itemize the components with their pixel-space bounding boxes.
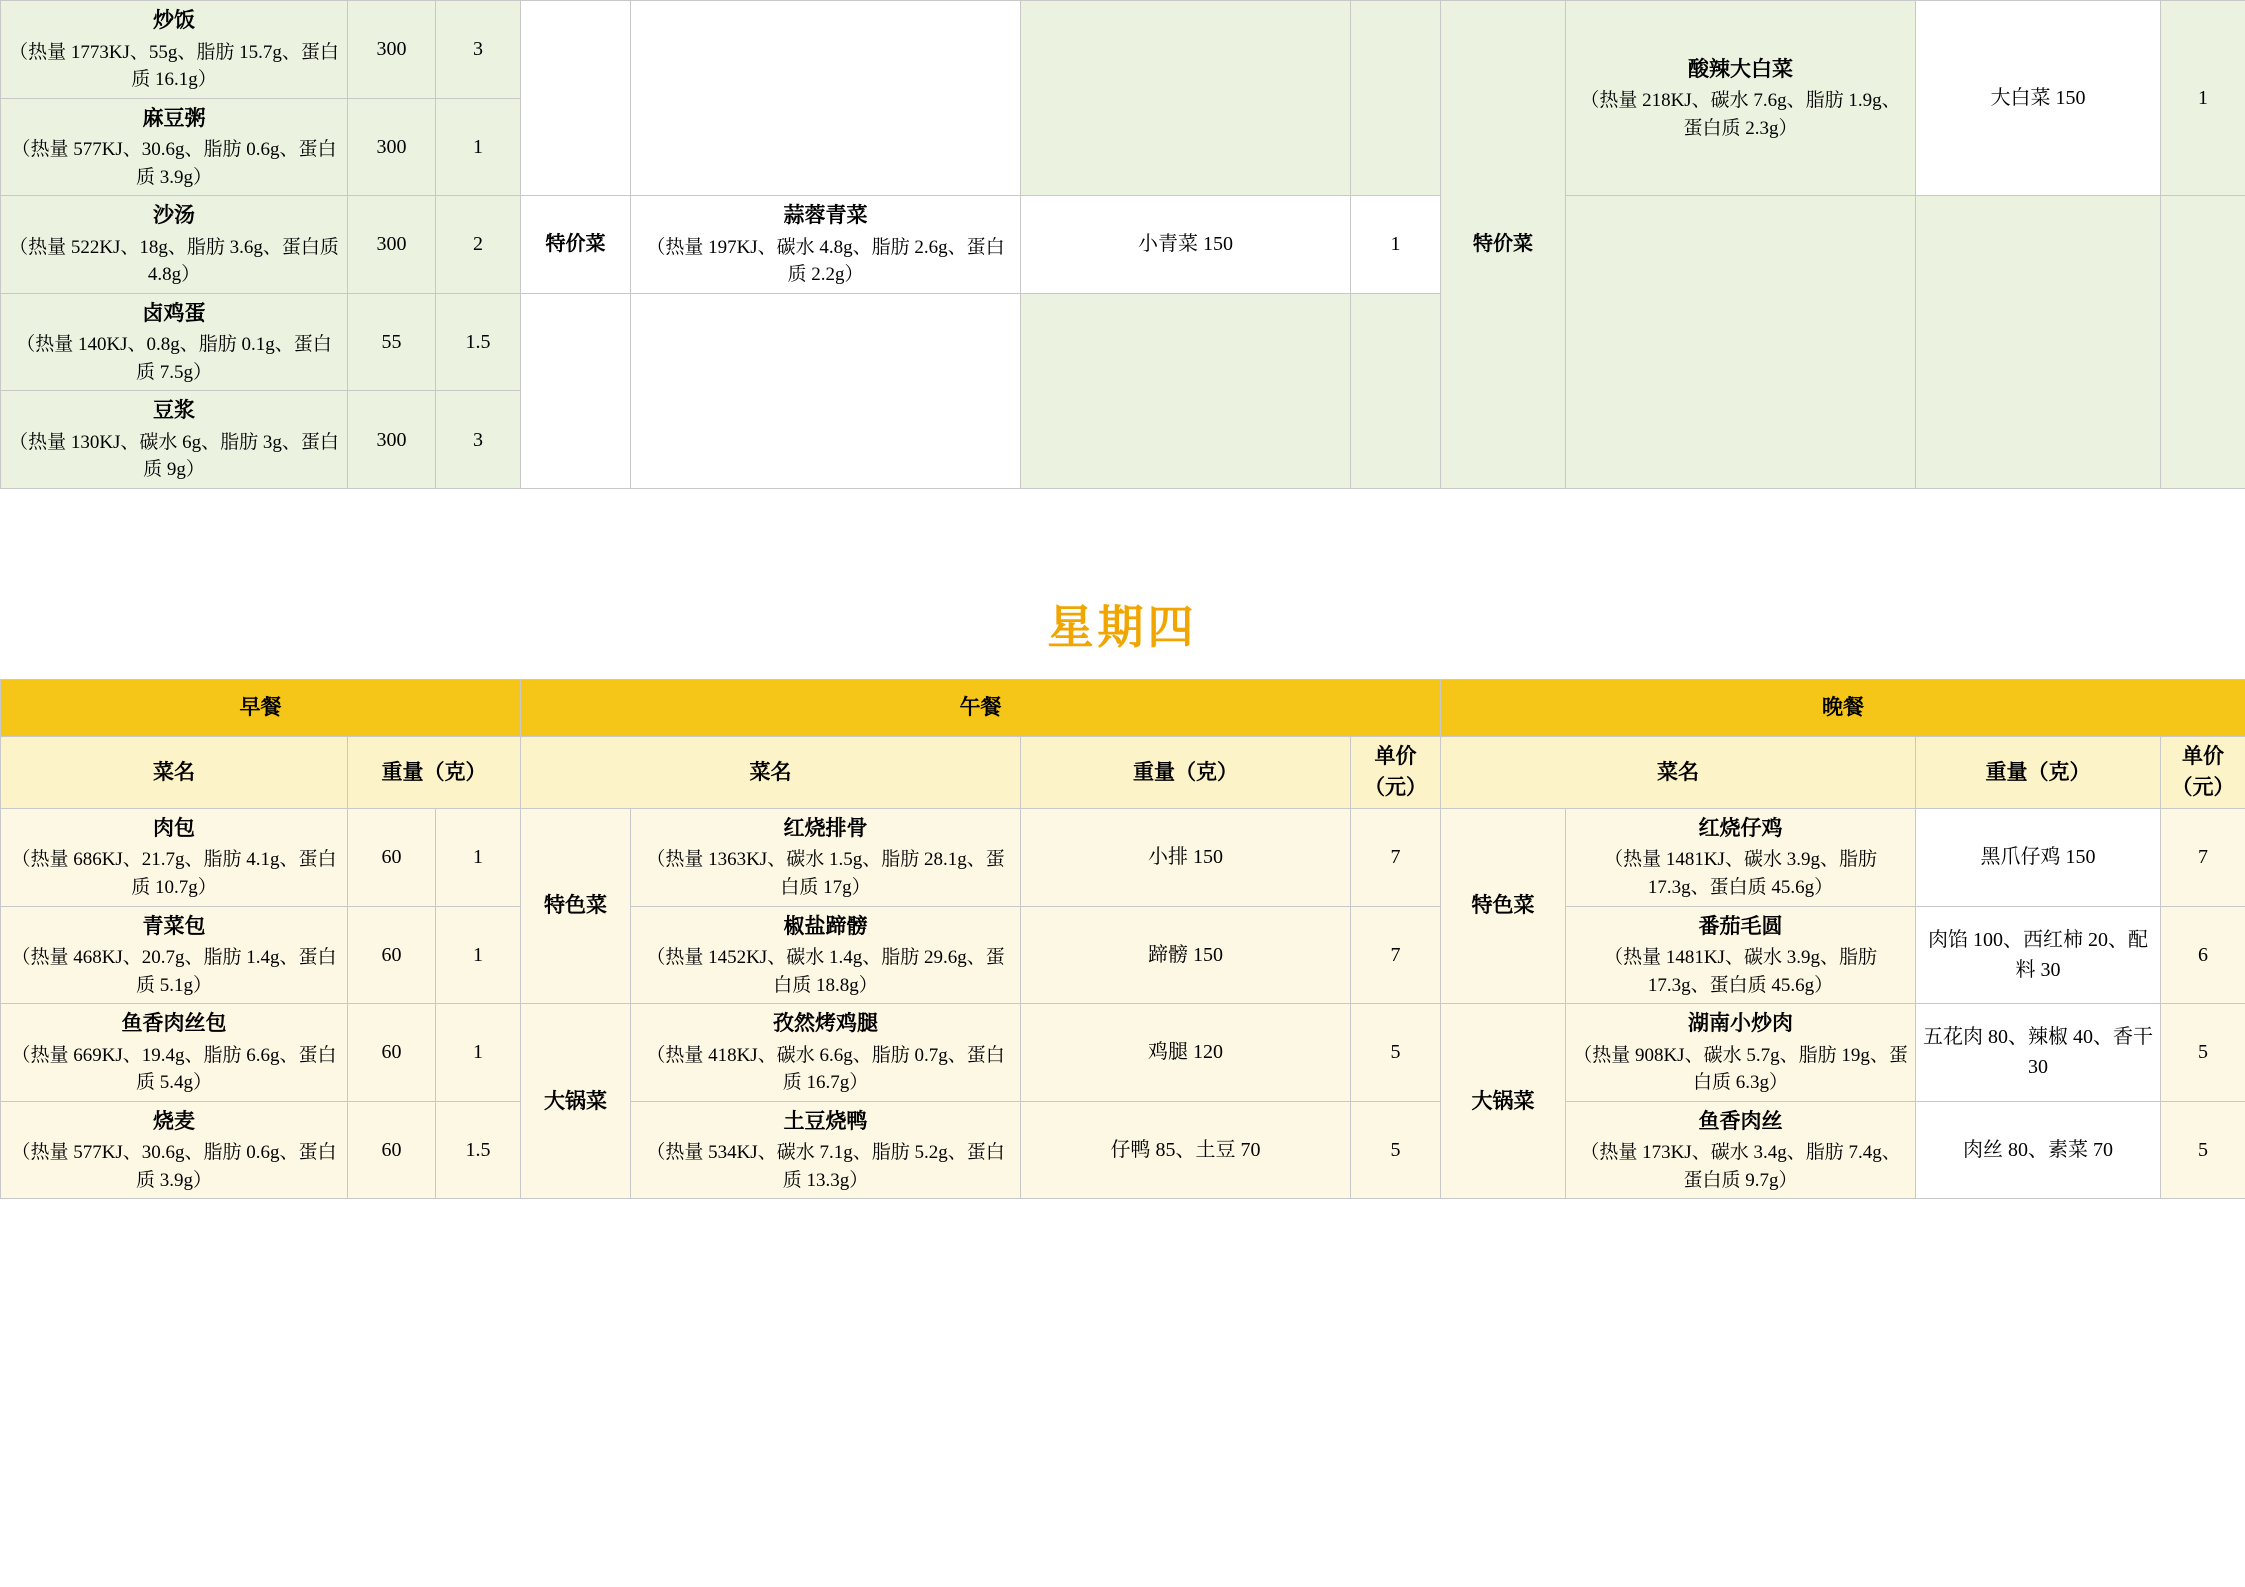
dish-nutrition: （热量 418KJ、碳水 6.6g、脂肪 0.7g、蛋白质 16.7g） [646,1044,1005,1094]
dish-name: 酸辣大白菜 [1688,56,1793,81]
header-dinner: 晚餐 [1441,679,2245,736]
breakfast-weight: 60 [348,808,436,906]
dinner-category: 特价菜 [1441,1,1566,489]
dish-nutrition: （热量 522KJ、18g、脂肪 3.6g、蛋白质 4.8g） [9,236,339,286]
breakfast-price: 1 [436,906,521,1004]
dinner-price: 7 [2161,808,2245,906]
dish-nutrition: （热量 669KJ、19.4g、脂肪 6.6g、蛋白质 5.4g） [11,1044,337,1094]
lunch-price: 1 [1351,196,1441,294]
table-row [1,906,2245,1004]
dinner-dish-cell [1566,1101,1916,1199]
dish-name: 红烧仔鸡 [1698,815,1783,840]
breakfast-price: 1 [436,1004,521,1102]
breakfast-dish-cell [1,1101,348,1199]
dish-name: 卤鸡蛋 [142,300,206,325]
lunch-dish-cell [631,196,1021,294]
dish-nutrition: （热量 577KJ、30.6g、脂肪 0.6g、蛋白质 3.9g） [11,1142,337,1191]
breakfast-price: 1 [436,98,521,196]
dinner-dish-cell [1566,1,1916,196]
dinner-price: 5 [2161,1101,2245,1199]
lunch-weight: 小青菜 150 [1021,196,1351,294]
col-dinner-price: 单价（元） [2161,736,2245,808]
lunch-weight-empty [1021,293,1351,488]
breakfast-weight: 60 [348,1101,436,1199]
dinner-weight: 大白菜 150 [1916,1,2161,196]
lunch-price-empty [1351,293,1441,488]
lunch-dish-cell [631,1004,1021,1102]
day-title: 星期四 [0,585,2245,679]
lunch-dish-cell [631,1101,1021,1199]
header-lunch: 午餐 [521,679,1441,736]
breakfast-price: 1 [436,808,521,906]
dinner-dish-cell [1566,808,1916,906]
lunch-dish-empty [631,293,1021,488]
col-lunch-price: 单价（元） [1351,736,1441,808]
column-header-row [1,736,2245,808]
dish-nutrition: （热量 173KJ、碳水 3.4g、脂肪 7.4g、蛋白质 9.7g） [1580,1142,1901,1191]
dinner-price-empty [2161,196,2245,489]
col-breakfast-weight: 重量（克） [348,736,521,808]
breakfast-weight: 55 [348,293,436,391]
dish-nutrition: （热量 197KJ、碳水 4.8g、脂肪 2.6g、蛋白质 2.2g） [646,236,1005,286]
dinner-category-special: 特色菜 [1441,808,1566,1003]
dinner-dish-empty [1566,196,1916,489]
dish-nutrition: （热量 218KJ、碳水 7.6g、脂肪 1.9g、蛋白质 2.3g） [1580,90,1901,139]
dish-name: 肉包 [153,815,195,840]
dish-name: 红烧排骨 [783,815,868,840]
col-dinner-dish: 菜名 [1441,736,1916,808]
dinner-weight: 黑爪仔鸡 150 [1916,808,2161,906]
dish-name: 烧麦 [153,1108,195,1133]
lunch-category-special: 特色菜 [521,808,631,1003]
lunch-weight-empty [1021,1,1351,196]
dish-name: 沙汤 [153,203,195,228]
breakfast-dish-cell [1,1004,348,1102]
breakfast-dish-cell [1,293,348,391]
breakfast-dish-cell [1,98,348,196]
dish-nutrition: （热量 468KJ、20.7g、脂肪 1.4g、蛋白质 5.1g） [11,947,337,996]
lunch-category: 特价菜 [521,196,631,294]
table-row [1,808,2245,906]
lunch-category-empty [521,293,631,488]
col-dinner-weight: 重量（克） [1916,736,2161,808]
col-breakfast-dish: 菜名 [1,736,348,808]
lunch-weight: 仔鸭 85、土豆 70 [1021,1101,1351,1199]
dish-nutrition: （热量 140KJ、0.8g、脂肪 0.1g、蛋白质 7.5g） [16,334,332,383]
dinner-weight: 肉丝 80、素菜 70 [1916,1101,2161,1199]
lunch-price-empty [1351,1,1441,196]
dinner-price: 5 [2161,1004,2245,1102]
dish-name: 豆浆 [153,398,195,423]
breakfast-dish-cell [1,391,348,489]
lunch-weight: 鸡腿 120 [1021,1004,1351,1102]
dish-nutrition: （热量 130KJ、碳水 6g、脂肪 3g、蛋白质 9g） [9,431,339,481]
dish-name: 鱼香肉丝 [1698,1108,1783,1133]
dish-nutrition: （热量 908KJ、碳水 5.7g、脂肪 19g、蛋白质 6.3g） [1573,1044,1908,1094]
dish-name: 番茄毛圆 [1698,913,1783,938]
table-row [1,1101,2245,1199]
thursday-menu-table [0,679,2245,1199]
dish-nutrition: （热量 686KJ、21.7g、脂肪 4.1g、蛋白质 10.7g） [11,849,337,899]
dish-name: 孜然烤鸡腿 [773,1011,879,1036]
dinner-weight-empty [1916,196,2161,489]
lunch-dish-empty [631,1,1021,196]
table-row [1,1,2245,99]
dish-name: 蒜蓉青菜 [783,203,868,228]
dish-nutrition: （热量 1452KJ、碳水 1.4g、脂肪 29.6g、蛋白质 18.8g） [646,947,1005,996]
dish-name: 青菜包 [142,913,206,938]
breakfast-price: 3 [436,1,521,99]
dinner-weight: 肉馅 100、西红柿 20、配料 30 [1916,906,2161,1004]
previous-day-menu-table [0,0,2245,489]
lunch-price: 7 [1351,808,1441,906]
lunch-weight: 蹄髈 150 [1021,906,1351,1004]
dinner-weight: 五花肉 80、辣椒 40、香干 30 [1916,1004,2161,1102]
lunch-dish-cell [631,906,1021,1004]
dish-name: 土豆烧鸭 [783,1108,868,1133]
dish-name: 炒饭 [153,8,195,32]
meal-header-row [1,679,2245,736]
lunch-price: 5 [1351,1004,1441,1102]
dish-name: 椒盐蹄髈 [783,913,868,938]
lunch-weight: 小排 150 [1021,808,1351,906]
col-lunch-weight: 重量（克） [1021,736,1351,808]
dinner-dish-cell [1566,1004,1916,1102]
dinner-price: 6 [2161,906,2245,1004]
breakfast-price: 1.5 [436,1101,521,1199]
breakfast-price: 1.5 [436,293,521,391]
breakfast-dish-cell [1,808,348,906]
dinner-dish-cell [1566,906,1916,1004]
breakfast-dish-cell [1,1,348,99]
section-spacer [0,489,2245,585]
table-row [1,196,2245,294]
col-lunch-dish: 菜名 [521,736,1021,808]
lunch-category-common: 大锅菜 [521,1004,631,1199]
lunch-price: 5 [1351,1101,1441,1199]
breakfast-weight: 60 [348,906,436,1004]
dish-nutrition: （热量 1481KJ、碳水 3.9g、脂肪 17.3g、蛋白质 45.6g） [1604,849,1877,899]
breakfast-weight: 300 [348,391,436,489]
dish-nutrition: （热量 577KJ、30.6g、脂肪 0.6g、蛋白质 3.9g） [11,139,337,188]
breakfast-weight: 60 [348,1004,436,1102]
dish-nutrition: （热量 534KJ、碳水 7.1g、脂肪 5.2g、蛋白质 13.3g） [646,1142,1005,1191]
lunch-price: 7 [1351,906,1441,1004]
dish-name: 湖南小炒肉 [1688,1011,1794,1036]
dish-nutrition: （热量 1773KJ、55g、脂肪 15.7g、蛋白质 16.1g） [9,41,339,91]
breakfast-dish-cell [1,906,348,1004]
breakfast-price: 3 [436,391,521,489]
dish-nutrition: （热量 1363KJ、碳水 1.5g、脂肪 28.1g、蛋白质 17g） [646,849,1005,899]
lunch-category-empty [521,1,631,196]
dinner-price: 1 [2161,1,2245,196]
breakfast-weight: 300 [348,1,436,99]
dish-name: 鱼香肉丝包 [121,1011,227,1036]
breakfast-weight: 300 [348,196,436,294]
lunch-dish-cell [631,808,1021,906]
breakfast-weight: 300 [348,98,436,196]
breakfast-dish-cell [1,196,348,294]
dish-name: 麻豆粥 [142,105,206,130]
dinner-category-common: 大锅菜 [1441,1004,1566,1199]
dish-nutrition: （热量 1481KJ、碳水 3.9g、脂肪 17.3g、蛋白质 45.6g） [1604,947,1877,996]
header-breakfast: 早餐 [1,679,521,736]
table-row [1,1004,2245,1102]
breakfast-price: 2 [436,196,521,294]
